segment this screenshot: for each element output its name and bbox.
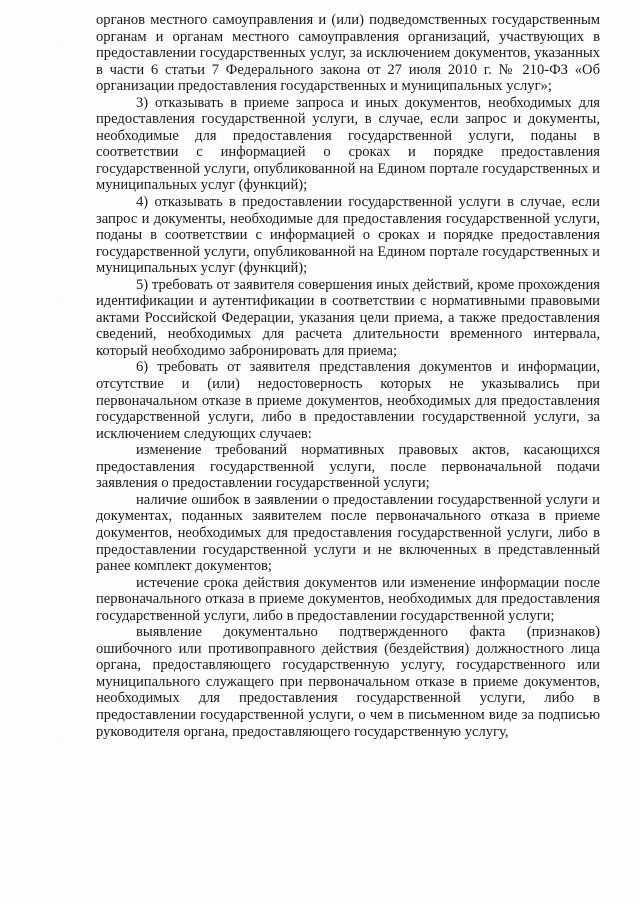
paragraph-item-6: 6) требовать от заявителя представления документов и информации, отсутствие и (или) недостоверность которых не указывались при первоначальном отказе в приеме документов, необходимых для предоставления государственной услуги, либо в предоставлении государственной услуги, за исключением следующих случаев:	[96, 359, 600, 442]
paragraph-item-4: 4) отказывать в предоставлении государственной услуги в случае, если запрос и документы, необходимые для предоставления государственной услуги, поданы в соответствии с информацией о сроках и порядке предоставления государственной услуги, опубликованной на Едином портале государственных и муниципальных услуг (функций);	[96, 194, 600, 277]
margin-mark: ·	[58, 736, 60, 743]
paragraph-item-3: 3) отказывать в приеме запроса и иных документов, необходимых для предоставления государственной услуги, в случае, если запрос и документы, необходимые для предоставления государственной услуги, поданы в соответствии с информацией о сроках и порядке предоставления государственной услуги, опубликованной на Едином портале государственных и муниципальных услуг (функций);	[96, 94, 600, 194]
paragraph-case-1: изменение требований нормативных правовых актов, касающихся предоставления государственной услуги, после первоначальной подачи заявления о предоставлении государственной услуги;	[96, 442, 600, 492]
margin-mark: ·	[58, 296, 60, 303]
margin-mark: ·	[58, 40, 60, 47]
paragraph-case-4: выявление документально подтвержденного факта (признаков) ошибочного или противоправного действия (бездействия) должностного лица органа, предоставляющего государственную услугу, государственного или муниципального служащего при первоначальном отказе в приеме документов, необходимых для предоставления государственной услуги, либо в предоставлении государственной услуги, о чем в письменном виде за подписью руководителя органа, предоставляющего государственную услугу,	[96, 624, 600, 740]
paragraph-continuation: органов местного самоуправления и (или) подведомственных государственным органам и органам местного самоуправления организаций, участвующих в предоставлении государственных услуг, за исключением документов, указанных в части 6 статьи 7 Федерального закона от 27 июля 2010 г. № 210-ФЗ «Об организации предоставления государственных и муниципальных услуг»;	[96, 12, 600, 95]
paragraph-case-2: наличие ошибок в заявлении о предоставлении государственной услуги и документах, поданных заявителем после первоначального отказа в приеме документов, необходимых для предоставления государственной услуги, либо в предоставлении государственной услуги и не включенных в представленный ранее комплект документов;	[96, 491, 600, 575]
paragraph-item-5: 5) требовать от заявителя совершения иных действий, кроме прохождения идентификации и аутентификации в соответствии с нормативными правовыми актами Российской Федерации, указания цели приема, а также предоставления сведений, необходимых для расчета длительности временного интервала, который необходимо забронировать для приема;	[96, 276, 600, 359]
document-body	[96, 12, 600, 740]
paragraph-case-3: истечение срока действия документов или изменение информации после первоначального отказа в приеме документов, необходимых для предоставления государственной услуги, либо в предоставлении государственной услуги;	[96, 574, 600, 624]
